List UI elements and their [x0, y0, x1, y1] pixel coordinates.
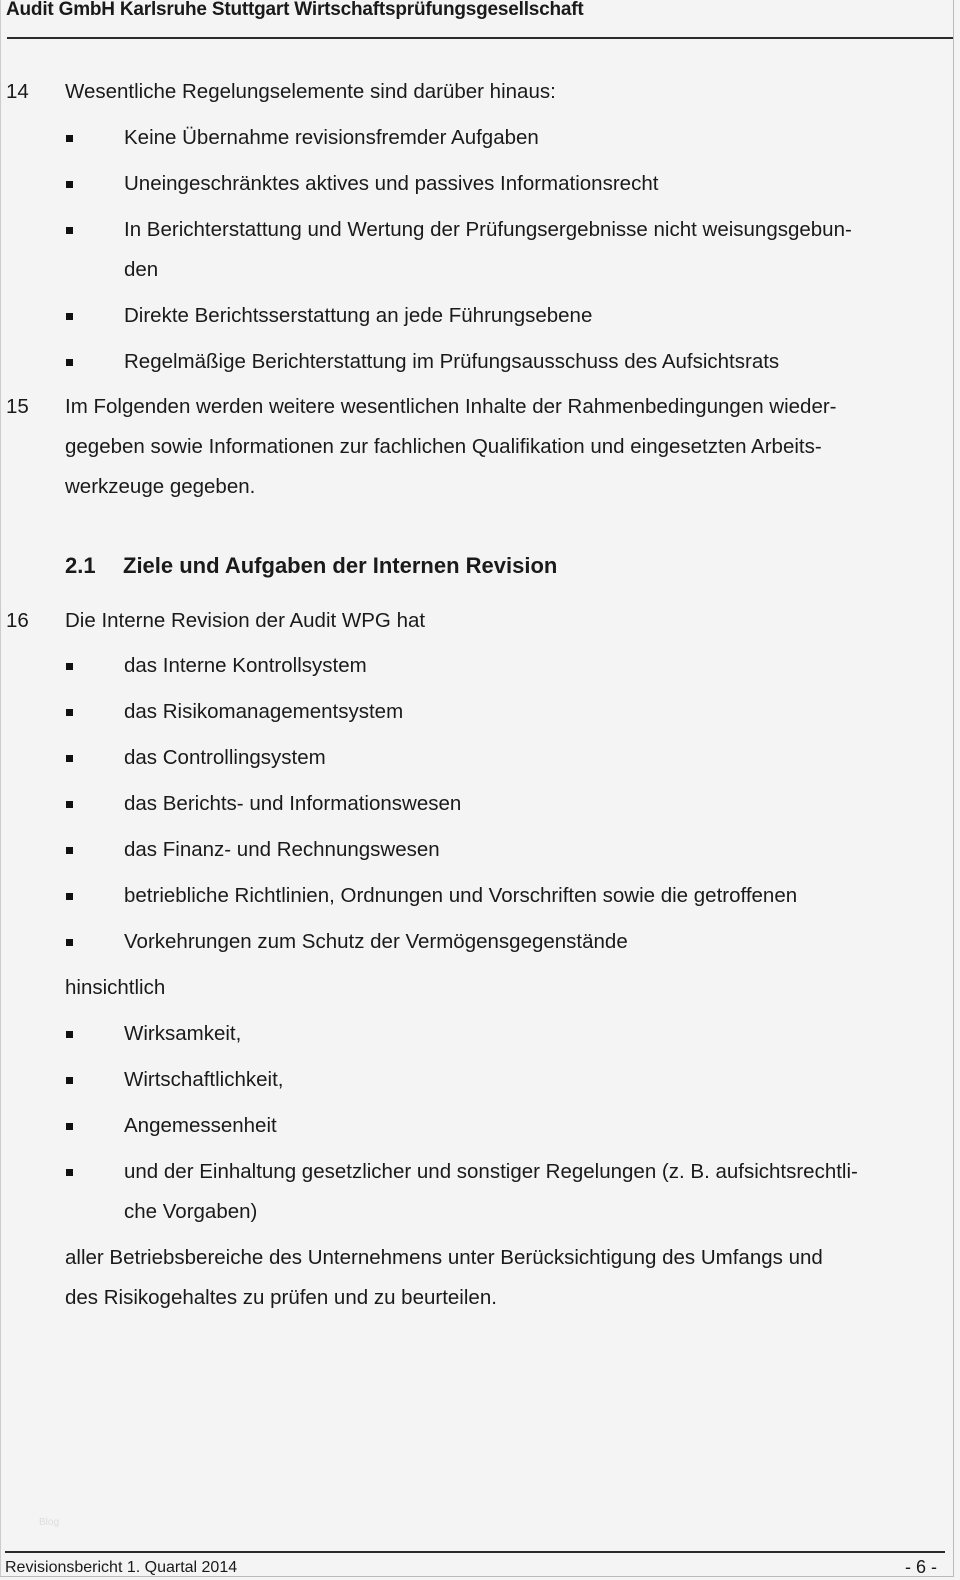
paragraph-line: des Risikogehaltes zu prüfen und zu beurteilen. — [65, 1286, 497, 1309]
list-item: Wirksamkeit, — [124, 1022, 242, 1045]
bullet-icon — [66, 939, 73, 946]
list-item: das Interne Kontrollsystem — [124, 654, 367, 677]
list-item: das Controllingsystem — [124, 746, 326, 769]
paragraph-text: Wesentliche Regelungselemente sind darüber hinaus: — [65, 80, 556, 103]
paragraph-line: werkzeuge gegeben. — [65, 475, 256, 498]
footer-rule — [5, 1551, 945, 1553]
bullet-icon — [66, 227, 73, 234]
paragraph-line: Im Folgenden werden weitere wesentlichen Inhalte der Rahmenbedingungen wieder- — [65, 395, 837, 418]
footer-title: Revisionsbericht 1. Quartal 2014 — [5, 1559, 238, 1576]
page-number: - 6 - — [904, 1557, 937, 1577]
bullet-icon — [66, 893, 73, 900]
list-item: Regelmäßige Berichterstattung im Prüfungsausschuss des Aufsichtsrats — [124, 350, 780, 373]
section-number: 2.1 — [65, 553, 96, 578]
bullet-icon — [66, 663, 73, 670]
list-item: Wirtschaftlichkeit, — [124, 1068, 284, 1091]
bullet-icon — [66, 847, 73, 854]
bullet-icon — [66, 135, 73, 142]
list-item: In Berichterstattung und Wertung der Prüfungsergebnisse nicht weisungsgebun- — [124, 218, 852, 241]
section-heading: Ziele und Aufgaben der Internen Revision — [123, 553, 558, 578]
list-item: betriebliche Richtlinien, Ordnungen und Vorschriften sowie die getroffenen — [124, 884, 798, 907]
list-item: und der Einhaltung gesetzlicher und sonstiger Regelungen (z. B. aufsichtsrechtli- — [124, 1160, 858, 1183]
paragraph-text: hinsichtlich — [65, 976, 166, 999]
bullet-icon — [66, 709, 73, 716]
paragraph-line: gegeben sowie Informationen zur fachlichen Qualifikation und eingesetzten Arbeits- — [65, 435, 822, 458]
list-item: Direkte Berichtsserstattung an jede Führungsebene — [124, 304, 593, 327]
list-item-continuation: den — [124, 258, 159, 281]
list-item: das Risikomanagementsystem — [124, 700, 404, 723]
paragraph-number: 16 — [6, 609, 29, 632]
list-item: das Berichts- und Informationswesen — [124, 792, 462, 815]
list-item: das Finanz- und Rechnungswesen — [124, 838, 440, 861]
bullet-icon — [66, 1169, 73, 1176]
watermark: Blog — [39, 1517, 60, 1528]
paragraph-line: aller Betriebsbereiche des Unternehmens unter Berücksichtigung des Umfangs und — [65, 1246, 823, 1269]
bullet-icon — [66, 313, 73, 320]
paragraph-text: Die Interne Revision der Audit WPG hat — [65, 609, 426, 632]
paragraph-number: 15 — [6, 395, 29, 418]
paragraph-number: 14 — [6, 80, 29, 103]
page-header-title: Audit GmbH Karlsruhe Stuttgart Wirtschaftsprüfungsgesellschaft — [6, 0, 584, 20]
bullet-icon — [66, 801, 73, 808]
bullet-icon — [66, 359, 73, 366]
list-item: Vorkehrungen zum Schutz der Vermögensgegenstände — [124, 930, 628, 953]
bullet-icon — [66, 181, 73, 188]
list-item: Uneingeschränktes aktives und passives Informationsrecht — [124, 172, 659, 195]
list-item-continuation: che Vorgaben) — [124, 1200, 258, 1223]
bullet-icon — [66, 1031, 73, 1038]
header-rule — [7, 37, 953, 39]
bullet-icon — [66, 1123, 73, 1130]
list-item: Angemessenheit — [124, 1114, 277, 1137]
list-item: Keine Übernahme revisionsfremder Aufgaben — [124, 126, 539, 149]
bullet-icon — [66, 755, 73, 762]
bullet-icon — [66, 1077, 73, 1084]
